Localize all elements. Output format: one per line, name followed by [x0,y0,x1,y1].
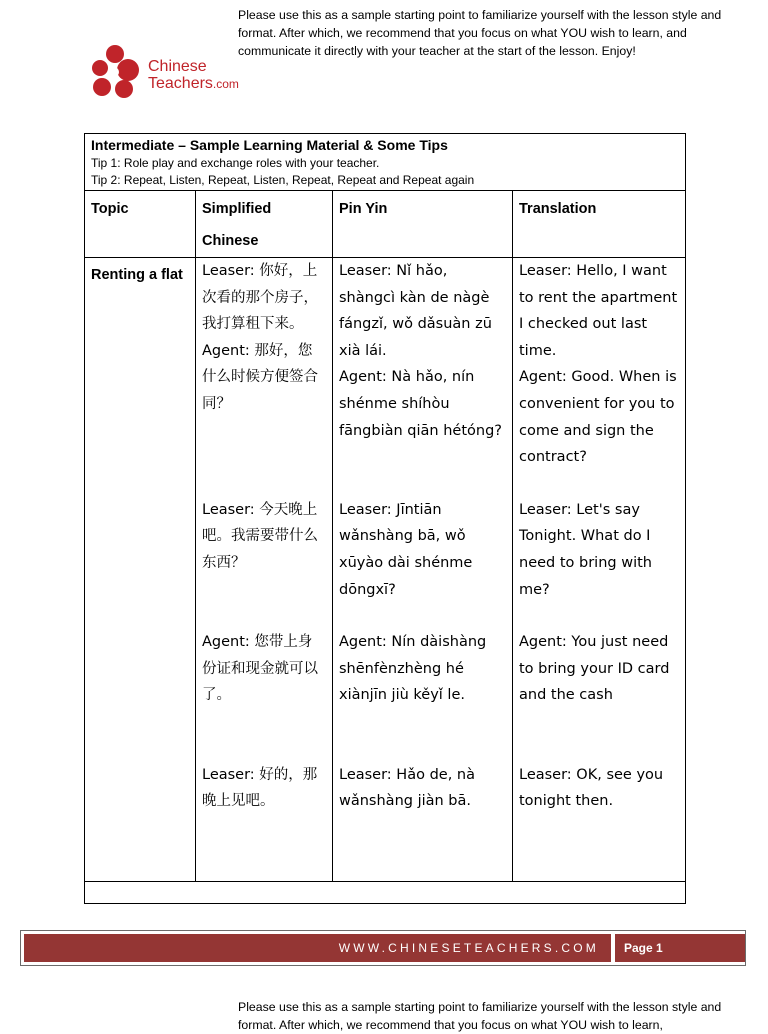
dialogue-text: Nà hǎo, nín shénme shíhòu fāngbiàn qiān hétóng? [339,369,502,439]
logo-line1: Chinese [148,58,207,75]
dialogue-text: Nín dàishàng shēnfènzhèng hé xiànjīn jiù kěyǐ le. [339,634,487,704]
dialogue-text: 您带上身份证和现金就可以了。 [202,634,318,704]
dialogue-text: Nǐ hǎo, shàngcì kàn de nàgè fángzǐ, wǒ dǎsuàn zū xià lái. [339,263,492,359]
dialogue-line [202,338,326,418]
footer-url: WWW.CHINESETEACHERS.COM [24,934,611,962]
lesson-heading-cell [85,134,686,191]
dialogue-segment-zh [202,258,326,471]
header-pinyin: Pin Yin [333,191,513,258]
speaker-label: Agent: [519,634,567,651]
dialogue-segment-py [339,762,506,842]
speaker-label: Leaser: [202,263,255,279]
tip-2: Tip 2: Repeat, Listen, Repeat, Listen, Repeat, Repeat and Repeat again [91,173,475,187]
intro-note-repeat: Please use this as a sample starting point to familiarize yourself with the lesson style and format. After which, we recommend that you focus on what YOU wish to learn, [238,1000,722,1032]
topic-cell: Renting a flat [85,258,196,882]
speaker-label: Leaser: [339,766,392,783]
dialogue-segment-py [339,497,506,603]
dialogue-segment-py [339,258,506,471]
dialogue-line [339,762,506,815]
speaker-label: Leaser: [202,501,255,518]
dialogue-segment-en [519,497,679,603]
footer-page-number: Page 1 [615,934,745,962]
header-simplified [196,191,333,258]
speaker-label: Agent: [519,369,567,386]
header-topic: Topic [85,191,196,258]
lesson-table [84,133,686,904]
logo-circles-icon [90,44,142,100]
logo [90,44,290,102]
dialogue-line [339,258,506,364]
dialogue-text: Hǎo de, nà wǎnshàng jiàn bā. [339,766,476,810]
logo-suffix: .com [212,77,239,91]
speaker-label: Agent: [202,634,250,651]
speaker-label: Leaser: [339,501,392,518]
dialogue-segment-py [339,629,506,735]
pinyin-cell [333,258,513,882]
dialogue-line [519,497,679,603]
footer-bar [20,930,746,966]
empty-cell [85,882,686,904]
header-simplified-line2: Chinese [202,233,259,249]
dialogue-line [202,762,326,815]
speaker-label: Agent: [339,369,387,386]
dialogue-text: 好的，那晚上见吧。 [202,766,318,810]
dialogue-line [202,629,326,709]
speaker-label: Agent: [202,342,250,359]
dialogue-segment-zh [202,762,326,842]
dialogue-line [519,762,679,815]
speaker-label: Agent: [339,634,387,651]
intro-note: Please use this as a sample starting point to familiarize yourself with the lesson style and format. After which, we recommend that you focus on what YOU wish to learn, and communicate it directly with your teacher at the start of the lesson. Enjoy! [238,8,722,58]
dialogue-line [339,497,506,603]
dialogue-text: Jīntiān wǎnshàng bā, wǒ xūyào dài shénme dōngxī? [339,501,473,598]
dialogue-line [202,258,326,338]
simplified-chinese-cell [196,258,333,882]
lesson-title: Intermediate – Sample Learning Material & Some Tips [91,137,448,153]
dialogue-text: Good. When is convenient for you to come and sign the contract? [519,369,677,466]
speaker-label: Leaser: [339,263,392,279]
dialogue-text: OK, see you tonight then. [519,766,664,810]
dialogue-segment-en [519,629,679,735]
dialogue-line [339,364,506,444]
dialogue-line [339,629,506,709]
dialogue-segment-en [519,762,679,842]
column-header-row [85,191,686,258]
speaker-label: Leaser: [202,766,255,783]
header-simplified-line1: Simplified [202,201,272,217]
dialogue-text: Hello, I want to rent the apartment I checked out last time. [519,263,678,359]
dialogue-segment-zh [202,497,326,603]
empty-row [85,882,686,904]
logo-wordmark [148,58,239,93]
tip-1: Tip 1: Role play and exchange roles with your teacher. [91,156,380,170]
dialogue-segment-zh [202,629,326,735]
translation-cell [513,258,686,882]
dialogue-text: 你好，上次看的那个房子，我打算租下来。 [202,263,318,333]
dialogue-line [519,629,679,709]
dialogue-line [519,258,679,364]
speaker-label: Leaser: [519,766,572,783]
dialogue-text: 今天晚上吧。我需要带什么东西？ [202,501,318,571]
dialogue-text: 那好，您什么时候方便签合同？ [202,342,318,412]
dialogue-text: Let's say Tonight. What do I need to bring with me? [519,501,652,598]
speaker-label: Leaser: [519,263,572,279]
dialogue-line [519,364,679,470]
dialogue-segment-en [519,258,679,471]
dialogue-text: You just need to bring your ID card and the cash [519,634,670,704]
dialogue-row [85,258,686,882]
header-translation: Translation [513,191,686,258]
logo-line2: Teachers [148,75,213,92]
speaker-label: Leaser: [519,501,572,518]
lesson-heading-row [85,134,686,191]
dialogue-line [202,497,326,577]
